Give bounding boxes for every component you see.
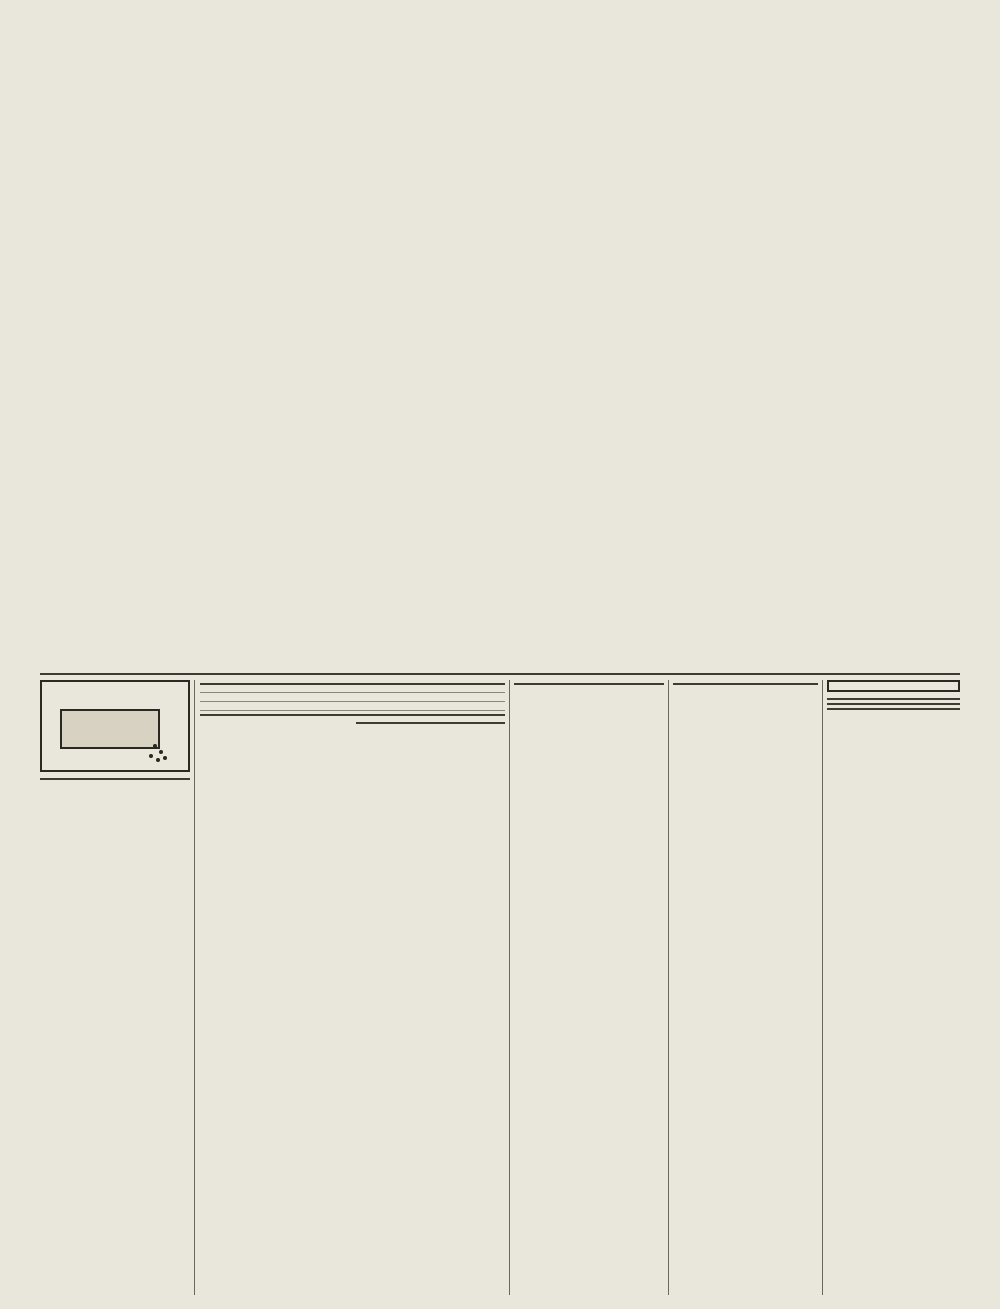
ogoloshennia-text	[200, 706, 505, 711]
column-rule	[822, 680, 823, 1295]
classifieds-column-b	[200, 680, 505, 1295]
section-header-nauka	[356, 722, 506, 724]
column-rule	[509, 680, 510, 1295]
classifieds-column-c	[514, 680, 664, 1295]
section-header-poruchaiemo	[200, 714, 505, 716]
articles-area	[40, 80, 960, 666]
section-header-rizni	[40, 778, 190, 780]
column-rule	[194, 680, 195, 1295]
classifieds-column-e	[827, 680, 960, 1295]
section-header-kupno	[673, 683, 818, 685]
section-header-zguby	[827, 708, 960, 710]
globus-ad-box	[827, 680, 960, 692]
section-header-likarska	[827, 698, 960, 700]
section-header-pryvatni	[827, 703, 960, 705]
section-divider	[40, 673, 960, 675]
column-rule	[668, 680, 669, 1295]
court-notice	[200, 688, 505, 693]
section-header-urjadovi	[200, 683, 505, 685]
kneipp-crate-icon	[55, 694, 175, 764]
classifieds-column-d	[673, 680, 818, 1295]
kneipp-ad-box	[40, 680, 190, 772]
edikt-text	[200, 697, 505, 702]
section-header-vilni	[514, 683, 664, 685]
classifieds-column-a	[40, 680, 190, 1295]
classifieds-area	[40, 680, 960, 1295]
